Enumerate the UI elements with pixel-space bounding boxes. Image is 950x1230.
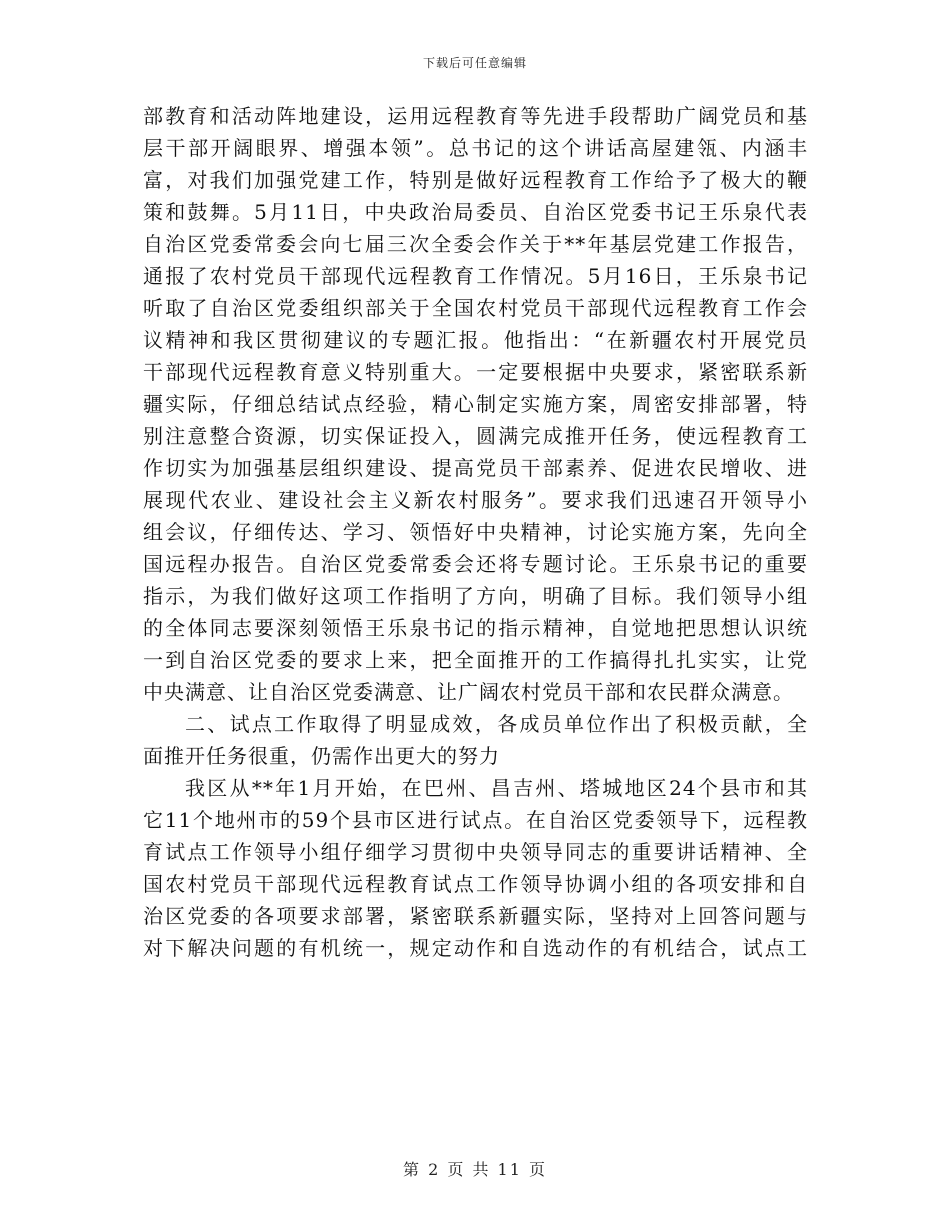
text-line: 富，对我们加强党建工作，特别是做好远程教育工作给予了极大的鞭 — [143, 168, 808, 192]
text-line: 别注意整合资源，切实保证投入，圆满完成推开任务，使远程教育工 — [143, 424, 808, 448]
text-line: 它11个地州市的59个县市区进行试点。在自治区党委领导下，远程教 — [143, 808, 808, 832]
text-line: 通报了农村党员干部现代远程教育工作情况。5月16日，王乐泉书记 — [143, 264, 808, 288]
text-line: 层干部开阔眼界、增强本领”。总书记的这个讲话高屋建瓴、内涵丰 — [143, 136, 808, 160]
paragraph-3 — [143, 772, 808, 964]
text-line: 组会议，仔细传达、学习、领悟好中央精神，讨论实施方案，先向全 — [143, 520, 808, 544]
text-line: 指示，为我们做好这项工作指明了方向，明确了目标。我们领导小组 — [143, 584, 808, 608]
paragraph-2-section-heading — [143, 708, 808, 772]
page-header: 下载后可任意编辑 — [422, 56, 527, 70]
text-line: 二、试点工作取得了明显成效，各成员单位作出了积极贡献，全 — [185, 712, 808, 736]
text-line: 国远程办报告。自治区党委常委会还将专题讨论。王乐泉书记的重要 — [143, 552, 808, 576]
text-line: 作切实为加强基层组织建设、提高党员干部素养、促进农民增收、进 — [143, 456, 808, 480]
document-body — [143, 100, 808, 964]
text-line: 治区党委的各项要求部署，紧密联系新疆实际，坚持对上回答问题与 — [143, 904, 808, 928]
text-line: 策和鼓舞。5月11日，中央政治局委员、自治区党委书记王乐泉代表 — [143, 200, 808, 224]
text-line: 议精神和我区贯彻建议的专题汇报。他指出：“在新疆农村开展党员 — [143, 328, 808, 352]
text-line: 的全体同志要深刻领悟王乐泉书记的指示精神，自觉地把思想认识统 — [143, 616, 808, 640]
text-line: 面推开任务很重，仍需作出更大的努力 — [143, 744, 500, 768]
text-line: 展现代农业、建设社会主义新农村服务”。要求我们迅速召开领导小 — [143, 488, 808, 512]
text-line: 自治区党委常委会向七届三次全委会作关于**年基层党建工作报告， — [143, 232, 808, 256]
text-line: 对下解决问题的有机统一，规定动作和自选动作的有机结合，试点工 — [143, 936, 808, 960]
text-line: 育试点工作领导小组仔细学习贯彻中央领导同志的重要讲话精神、全 — [143, 840, 808, 864]
text-line: 干部现代远程教育意义特别重大。一定要根据中央要求，紧密联系新 — [143, 360, 808, 384]
text-line: 疆实际，仔细总结试点经验，精心制定实施方案，周密安排部署，特 — [143, 392, 808, 416]
paragraph-1 — [143, 100, 808, 708]
text-line: 中央满意、让自治区党委满意、让广阔农村党员干部和农民群众满意。 — [143, 680, 794, 704]
text-line: 国农村党员干部现代远程教育试点工作领导协调小组的各项安排和自 — [143, 872, 808, 896]
page-footer: 第 2 页 共 11 页 — [403, 1160, 547, 1179]
text-line: 一到自治区党委的要求上来，把全面推开的工作搞得扎扎实实，让党 — [143, 648, 808, 672]
text-line: 部教育和活动阵地建设，运用远程教育等先进手段帮助广阔党员和基 — [143, 104, 808, 128]
text-line: 听取了自治区党委组织部关于全国农村党员干部现代远程教育工作会 — [143, 296, 808, 320]
text-line: 我区从**年1月开始，在巴州、昌吉州、塔城地区24个县市和其 — [185, 776, 808, 800]
